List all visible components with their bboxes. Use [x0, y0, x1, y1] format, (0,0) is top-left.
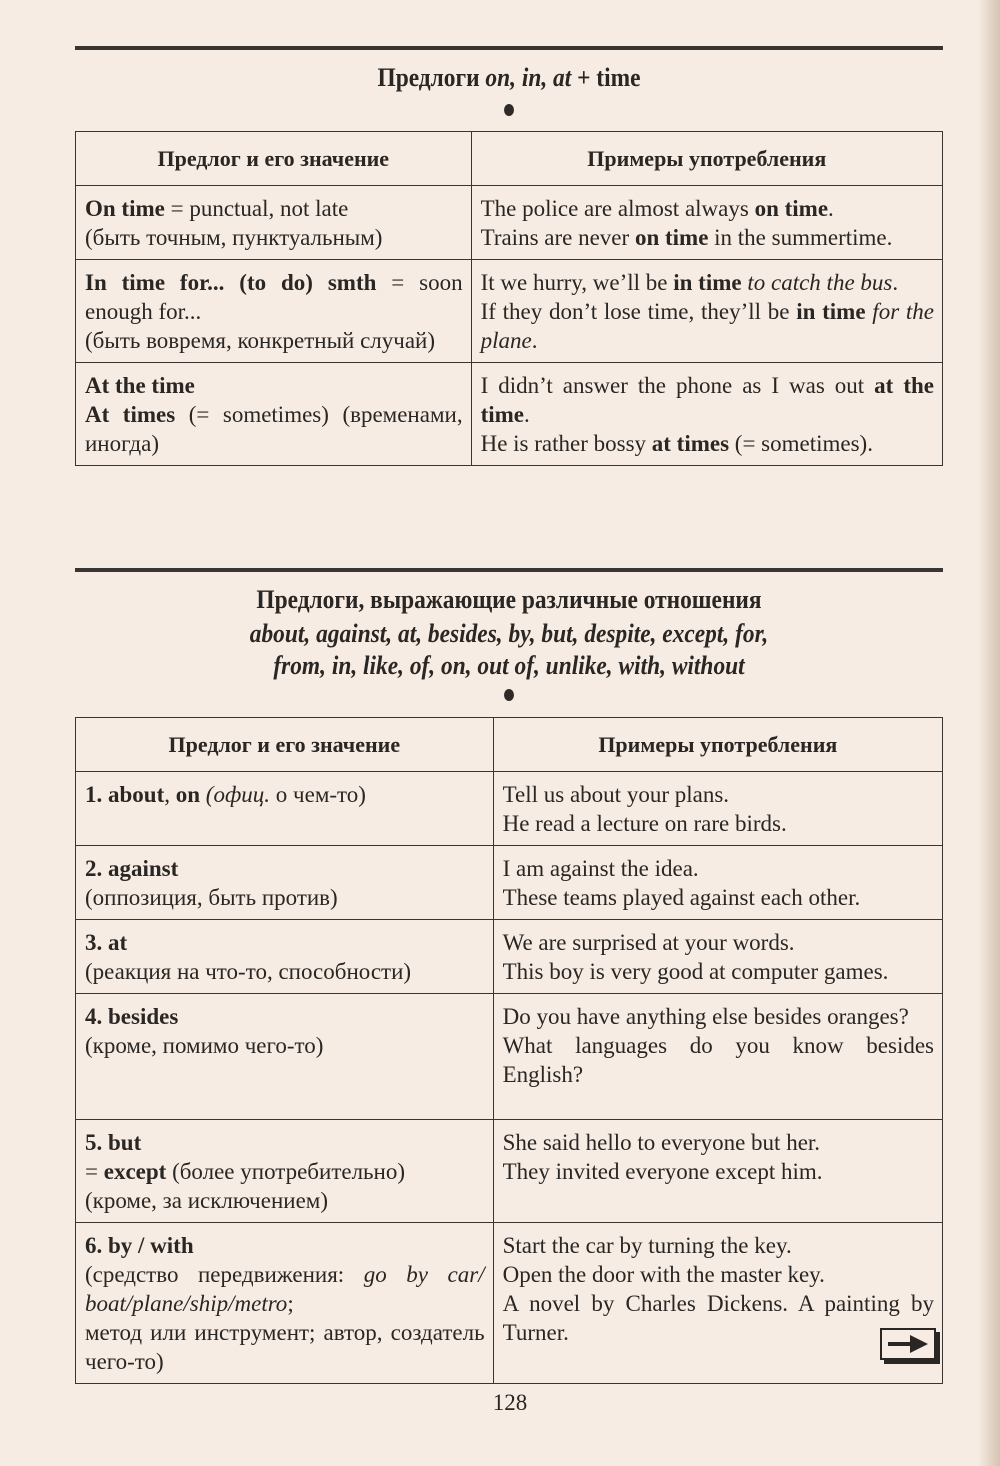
preposition-cell: In time for... (to do) smth = soon enough for... (быть вовремя, конкретный случай) — [76, 260, 472, 363]
examples-cell: Do you have anything else besides oranges? What languages do you know besides English? — [493, 994, 942, 1120]
section-rule — [75, 568, 943, 572]
table-row — [76, 1120, 943, 1223]
next-page-button[interactable] — [880, 1328, 936, 1360]
examples-cell: I am against the idea. These teams played against each other. — [493, 846, 942, 920]
table-row — [76, 994, 943, 1120]
examples-cell: We are surprised at your words. This boy is very good at computer games. — [493, 920, 942, 994]
table-row — [76, 1223, 943, 1384]
preposition-cell: 1. about, on (офиц. о чем-то) — [76, 772, 494, 846]
examples-cell: It we hurry, we’ll be in time to catch the bus. If they don’t lose time, they’ll be in time for the plane. — [471, 260, 942, 363]
examples-cell: I didn’t answer the phone as I was out at the time. He is rather bossy at times (= sometimes). — [471, 363, 942, 466]
section1-table — [75, 131, 943, 466]
preposition-cell: At the time At times (= sometimes) (временами, иногда) — [76, 363, 472, 466]
section2-subtitle: about, against, at, besides, by, but, despite, except, for, — [249, 619, 769, 648]
examples-cell: The police are almost always on time. Trains are never on time in the summertime. — [471, 186, 942, 260]
section1-title: Предлоги on, in, at + time — [377, 63, 641, 92]
top-rule — [75, 46, 943, 50]
examples-cell: Tell us about your plans. He read a lecture on rare birds. — [493, 772, 942, 846]
examples-cell: Start the car by turning the key. Open the door with the master key. A novel by Charles Dickens. A painting by Turner. — [493, 1223, 942, 1384]
table-row — [76, 260, 943, 363]
column-header: Примеры употребления — [493, 718, 942, 772]
preposition-cell: On time = punctual, not late (быть точным, пунктуальным) — [76, 186, 472, 260]
preposition-cell: 3. at (реакция на что-то, способности) — [76, 920, 494, 994]
section2-subtitle: from, in, like, of, on, out of, unlike, with, without — [273, 651, 745, 680]
table-header-row — [76, 132, 943, 186]
table-row — [76, 363, 943, 466]
column-header: Предлог и его значение — [76, 718, 494, 772]
preposition-cell: 6. by / with (средство передвижения: go by car/ boat/plane/ship/metro; метод или инструмент; автор, создатель чего-то) — [76, 1223, 494, 1384]
section2-title: Предлоги, выражающие различные отношения — [256, 585, 762, 614]
column-header: Предлог и его значение — [76, 132, 472, 186]
table-header-row — [76, 718, 943, 772]
bullet-icon — [504, 104, 514, 116]
section2-table — [75, 717, 943, 1384]
bullet-icon — [504, 689, 514, 701]
examples-cell: She said hello to everyone but her. They invited everyone except him. — [493, 1120, 942, 1223]
preposition-cell: 5. but = except (более употребительно) (кроме, за исключением) — [76, 1120, 494, 1223]
table-row — [76, 920, 943, 994]
arrow-right-icon — [886, 1333, 930, 1355]
page-number: 128 — [492, 1390, 528, 1415]
page-edge-shadow — [978, 0, 1000, 1466]
table-row — [76, 186, 943, 260]
preposition-cell: 4. besides (кроме, помимо чего-то) — [76, 994, 494, 1120]
table-row — [76, 846, 943, 920]
table-row — [76, 772, 943, 846]
column-header: Примеры употребления — [471, 132, 942, 186]
preposition-cell: 2. against (оппозиция, быть против) — [76, 846, 494, 920]
